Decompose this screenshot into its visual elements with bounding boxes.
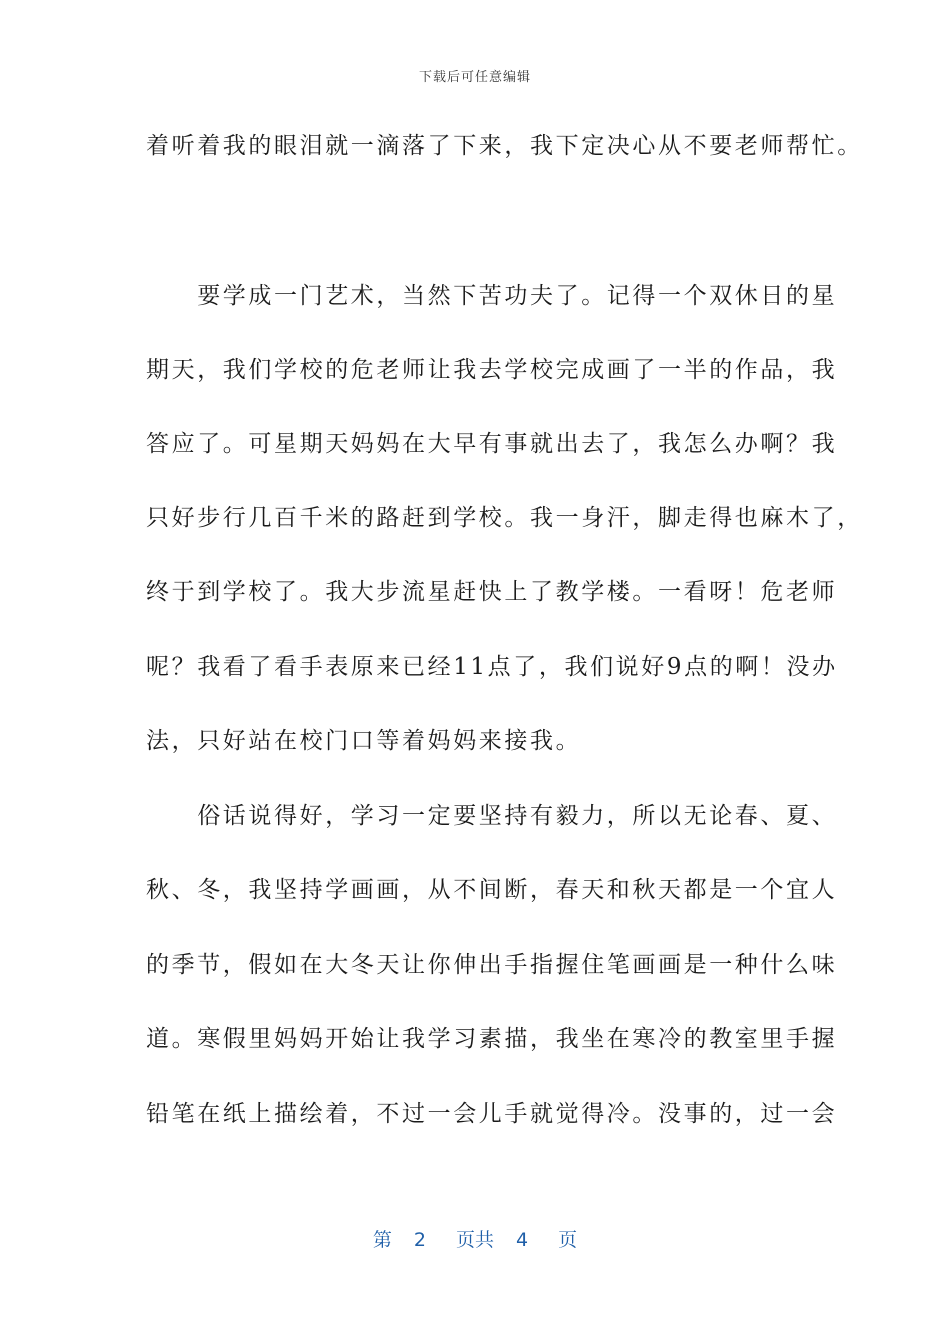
current-page-number: 2 [413, 1229, 426, 1251]
paragraph-line: 道。寒假里妈妈开始让我学习素描，我坐在寒冷的教室里手握 [146, 1026, 838, 1052]
footer-middle: 页共 [455, 1229, 494, 1251]
footer-suffix: 页 [558, 1229, 578, 1251]
paragraph-line: 俗话说得好，学习一定要坚持有毅力，所以无论春、夏、 [146, 803, 838, 829]
paragraph-line: 的季节，假如在大冬天让你伸出手指握住笔画画是一种什么味 [146, 952, 838, 978]
header-note: 下载后可任意编辑 [418, 70, 531, 85]
paragraph-line: 要学成一门艺术，当然下苦功夫了。记得一个双休日的星 [146, 283, 838, 309]
total-page-number: 4 [516, 1229, 529, 1251]
paragraph-line: 终于到学校了。我大步流星赶快上了教学楼。一看呀！危老师 [146, 579, 838, 605]
paragraph-line: 铅笔在纸上描绘着，不过一会儿手就觉得冷。没事的，过一会 [146, 1101, 838, 1127]
paragraph-line: 只好步行几百千米的路赶到学校。我一身汗，脚走得也麻木了， [146, 505, 863, 531]
paragraph-line: 法，只好站在校门口等着妈妈来接我。 [146, 728, 582, 754]
page-number-footer [0, 1225, 950, 1252]
paragraph-line: 秋、冬，我坚持学画画，从不间断，春天和秋天都是一个宜人 [146, 877, 838, 903]
paragraph-line: 呢？我看了看手表原来已经11点了，我们说好9点的啊！没办 [146, 654, 838, 680]
paragraph-line: 着听着我的眼泪就一滴落了下来，我下定决心从不要老师帮忙。 [146, 133, 863, 159]
paragraph-line: 答应了。可星期天妈妈在大早有事就出去了，我怎么办啊？我 [146, 431, 838, 457]
footer-prefix: 第 [372, 1229, 392, 1251]
paragraph-line: 期天，我们学校的危老师让我去学校完成画了一半的作品，我 [146, 357, 838, 383]
